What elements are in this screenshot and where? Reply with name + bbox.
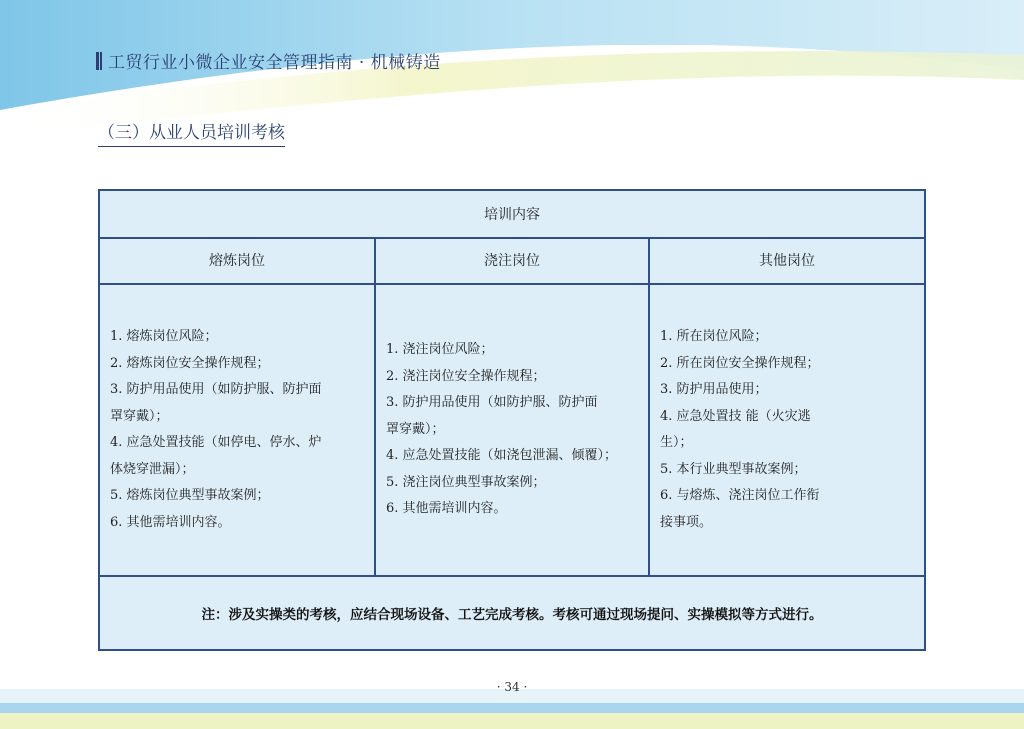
list-item: 接事项。 — [660, 514, 713, 530]
footer-background-band — [0, 689, 1024, 729]
list-item: 2. 熔炼岗位安全操作规程； — [110, 355, 270, 371]
list-item: 6. 其他需培训内容。 — [386, 501, 507, 517]
list-item: 3. 防护用品使用（如防护服、防护面 — [110, 382, 322, 397]
list-item: 5. 本行业典型事故案例； — [660, 461, 807, 477]
section-title: （三）从业人员培训考核 — [98, 118, 285, 147]
list-item: 生）； — [660, 435, 693, 450]
column-header-smelting: 熔炼岗位 — [100, 237, 376, 283]
list-item: 罩穿戴）； — [110, 408, 169, 424]
column-header-other: 其他岗位 — [759, 253, 815, 269]
training-content-table — [98, 189, 926, 651]
list-item: 5. 浇注岗位典型事故案例； — [386, 474, 546, 490]
table-header-row — [100, 237, 924, 285]
list-item: 3. 防护用品使用（如防护服、防护面 — [386, 395, 598, 411]
list-item: 6. 其他需培训内容。 — [110, 514, 231, 530]
table-body-row — [100, 285, 924, 577]
list-item: 体烧穿泄漏）； — [110, 461, 195, 477]
list-item: 5. 熔炼岗位典型事故案例； — [110, 488, 270, 503]
list-item: 3. 防护用品使用； — [660, 382, 768, 397]
list-item: 2. 所在岗位安全操作规程； — [660, 355, 820, 371]
header-marker-icon — [96, 52, 102, 70]
list-item: 2. 浇注岗位安全操作规程； — [386, 368, 546, 384]
cell-other-items — [650, 285, 924, 575]
running-header-text: 工贸行业小微企业安全管理指南 · 机械铸造 — [108, 53, 441, 73]
running-header — [96, 48, 441, 73]
list-item: 4. 应急处置技 能（火灾逃 — [660, 408, 811, 424]
list-item: 1. 所在岗位风险； — [660, 329, 768, 344]
cell-pouring-items — [376, 285, 650, 575]
list-item: 4. 应急处置技能（如停电、停水、炉 — [110, 435, 322, 450]
list-item: 1. 熔炼岗位风险； — [110, 329, 218, 344]
list-item: 罩穿戴）； — [386, 421, 445, 437]
table-title: 培训内容 — [100, 191, 924, 239]
list-item: 6. 与熔炼、浇注岗位工作衔 — [660, 488, 820, 503]
list-item: 4. 应急处置技能（如浇包泄漏、倾覆）； — [386, 448, 618, 464]
cell-smelting-items — [100, 285, 376, 575]
table-note: 注：涉及实操类的考核，应结合现场设备、工艺完成考核。考核可通过现场提问、实操模拟等方式进行。 — [201, 607, 823, 623]
list-item: 1. 浇注岗位风险； — [386, 342, 494, 358]
column-header-pouring: 浇注岗位 — [376, 237, 650, 283]
page-number: · 34 · — [496, 680, 528, 694]
